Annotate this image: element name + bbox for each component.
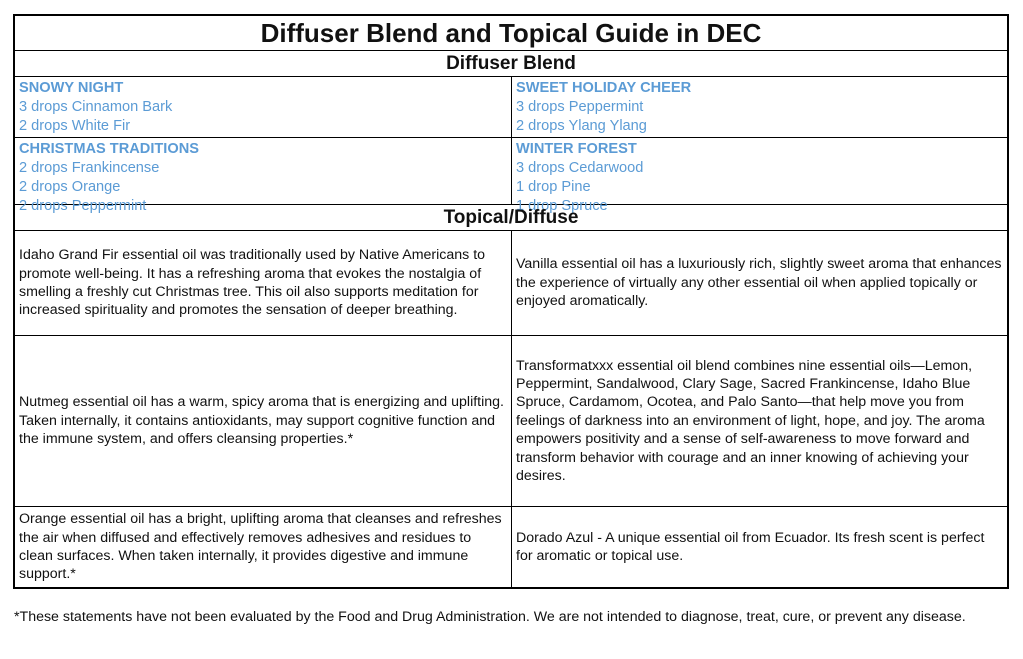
blend-name: SWEET HOLIDAY CHEER — [516, 80, 692, 96]
blend-ingredient: 3 drops Peppermint — [516, 99, 644, 115]
blend-row — [15, 138, 1007, 214]
topical-text: Idaho Grand Fir essential oil was traditionally used by Native Americans to promote well-being. It has a refreshing aroma that evokes the nostalgia of smelling a freshly cut Christmas tree. This oil also supports meditation for increased spirituality and promotes the sensation of deeper breathing. — [19, 247, 486, 319]
blend-ingredient: 2 drops Peppermint — [19, 198, 147, 214]
topical-text: Nutmeg essential oil has a warm, spicy aroma that is energizing and uplifting. Taken internally, it contains antioxidants, may support cognitive function and the immune system, and offers cleansing properties.* — [19, 394, 504, 448]
blend-ingredient: 3 drops Cinnamon Bark — [19, 99, 173, 115]
fda-disclaimer: *These statements have not been evaluated by the Food and Drug Administration. We are not intended to diagnose, treat, cure, or prevent any disease. — [14, 609, 966, 625]
topical-dorado-azul — [511, 507, 1007, 587]
guide-table — [13, 14, 1009, 589]
blend-winter-forest — [511, 138, 1007, 214]
topical-text: Orange essential oil has a bright, uplifting aroma that cleanses and refreshes the air when diffused and effectively removes adhesives and residues to clean surfaces. When taken internally, it provides digestive and immune support.* — [19, 511, 502, 583]
blend-sweet-holiday-cheer — [511, 77, 1007, 137]
blend-ingredient: 2 drops Ylang Ylang — [516, 118, 647, 134]
blend-ingredient: 2 drops Orange — [19, 179, 121, 195]
blend-row — [15, 77, 1007, 138]
topical-text: Transformatxxx essential oil blend combines nine essential oils—Lemon, Peppermint, Sandalwood, Clary Sage, Sacred Frankincense, Idaho Blue Spruce, Cardamom, Ocotea, and Palo Santo—that help move you from feelings of darkness into an environment of light, hope, and joy. The aroma empowers positivity and a sense of self-awareness to move forward and transform behavior with courage and an inner knowing of achieving your desires. — [516, 357, 985, 485]
blend-name: CHRISTMAS TRADITIONS — [19, 141, 199, 157]
blend-name: WINTER FOREST — [516, 141, 637, 157]
topical-vanilla — [511, 231, 1007, 335]
topical-diffuse-heading: Topical/Diffuse — [15, 205, 1007, 231]
diffuser-blend-heading: Diffuser Blend — [15, 51, 1007, 77]
blend-ingredient: 2 drops Frankincense — [19, 160, 160, 176]
page-title: Diffuser Blend and Topical Guide in DEC — [15, 16, 1007, 51]
topical-transformation — [511, 336, 1007, 506]
blend-christmas-traditions — [15, 138, 511, 214]
topical-text: Dorado Azul - A unique essential oil from Ecuador. Its fresh scent is perfect for aromatic or topical use. — [516, 529, 985, 564]
topical-text: Vanilla essential oil has a luxuriously rich, slightly sweet aroma that enhances the experience of virtually any other essential oil when applied topically or enjoyed aromatically. — [516, 256, 1002, 310]
topical-nutmeg — [15, 336, 511, 506]
blend-ingredient: 2 drops White Fir — [19, 118, 131, 134]
topical-orange — [15, 507, 511, 587]
topical-idaho-grand-fir — [15, 231, 511, 335]
blend-snowy-night — [15, 77, 511, 137]
blend-ingredient: 1 drop Spruce — [516, 198, 608, 214]
blend-ingredient: 1 drop Pine — [516, 179, 591, 195]
topical-row — [15, 336, 1007, 507]
blend-name: SNOWY NIGHT — [19, 80, 124, 96]
topical-row — [15, 507, 1007, 587]
topical-row — [15, 231, 1007, 336]
blend-ingredient: 3 drops Cedarwood — [516, 160, 644, 176]
